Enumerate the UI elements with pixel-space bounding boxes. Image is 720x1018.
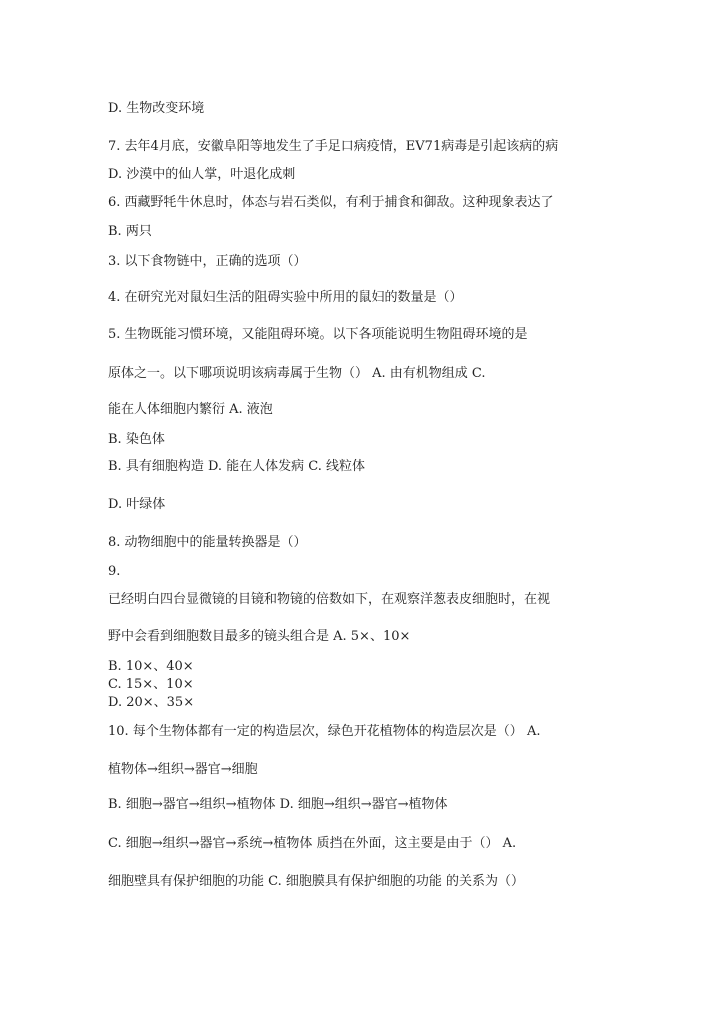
text-line: C. 15×、10× [108, 677, 194, 692]
text-line: 原体之一。以下哪项说明该病毒属于生物（） A. 由有机物组成 C. [108, 366, 486, 381]
text-line: 10. 每个生物体都有一定的构造层次，绿色开花植物体的构造层次是（） A. [108, 724, 541, 739]
text-line: 野中会看到细胞数目最多的镜头组合是 A. 5×、10× [108, 629, 411, 644]
text-line: 7. 去年4月底，安徽阜阳等地发生了手足口病疫情，EV71病毒是引起该病的病 [108, 139, 559, 154]
text-line: D. 20×、35× [108, 695, 195, 710]
text-line: 细胞壁具有保护细胞的功能 C. 细胞膜具有保护细胞的功能 的关系为（） [108, 874, 525, 889]
text-line: 植物体→组织→器官→细胞 [108, 762, 258, 777]
text-line: 8. 动物细胞中的能量转换器是（） [108, 535, 307, 550]
text-line: D. 沙漠中的仙人掌，叶退化成刺 [108, 167, 296, 182]
text-line: 6. 西藏野牦牛休息时，体态与岩石类似，有利于捕食和御敌。这种现象表达了 [108, 195, 554, 210]
text-line: 已经明白四台显微镜的目镜和物镜的倍数如下，在观察洋葱表皮细胞时，在视 [108, 592, 551, 607]
text-line: 3. 以下食物链中，正确的选项（） [108, 254, 307, 269]
text-line: B. 染色体 [108, 432, 165, 447]
text-line: B. 10×、40× [108, 659, 194, 674]
text-line: D. 生物改变环境 [108, 101, 205, 116]
text-line: 5. 生物既能习惯环境，又能阻碍环境。以下各项能说明生物阻碍环境的是 [108, 327, 528, 342]
text-line: 9. [108, 564, 121, 579]
text-line: B. 细胞→器官→组织→植物体 D. 细胞→组织→器官→植物体 [108, 797, 448, 812]
text-line: 4. 在研究光对鼠妇生活的阻碍实验中所用的鼠妇的数量是（） [108, 290, 463, 305]
text-line: 能在人体细胞内繁衍 A. 液泡 [108, 402, 273, 417]
text-line: B. 具有细胞构造 D. 能在人体发病 C. 线粒体 [108, 459, 366, 474]
text-line: C. 细胞→组织→器官→系统→植物体 质挡在外面，这主要是由于（） A. [108, 836, 517, 851]
text-line: B. 两只 [108, 224, 152, 239]
text-line: D. 叶绿体 [108, 497, 166, 512]
